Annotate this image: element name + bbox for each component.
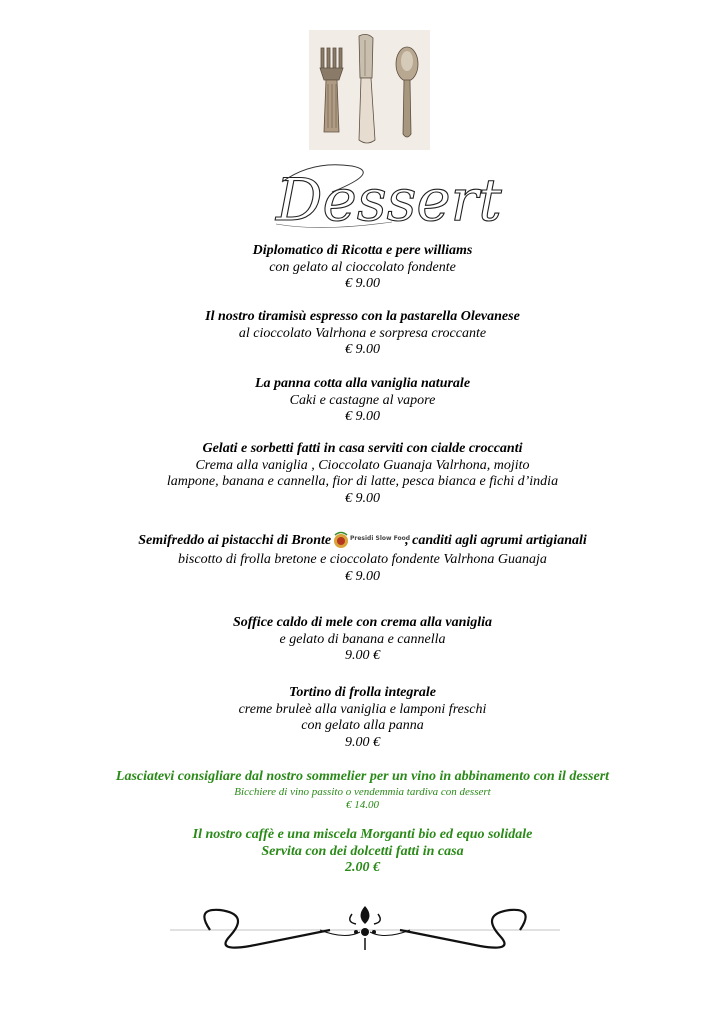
item-name: Tortino di frolla integrale [289, 685, 436, 700]
item-price: € 9.00 [345, 342, 380, 357]
item-desc: e gelato di banana e cannella [279, 631, 446, 647]
menu-item [0, 685, 725, 751]
wine-price: € 14.00 [346, 798, 379, 811]
item-name: Gelati e sorbetti fatti in casa serviti con cialde croccanti [202, 441, 523, 456]
item-desc: Crema alla vaniglia , Cioccolato Guanaja Valrhona, mojito [195, 457, 530, 473]
coffee-line: Il nostro caffè e una miscela Morganti bio ed equo solidale [192, 827, 533, 842]
wine-heading: Lasciatevi consigliare dal nostro sommelier per un vino in abbinamento con il dessert [115, 769, 610, 784]
menu-item [0, 309, 725, 359]
item-price: € 9.00 [345, 490, 380, 506]
item-name: La panna cotta alla vaniglia naturale [254, 376, 471, 391]
coffee-note [0, 827, 725, 877]
item-name: Il nostro tiramisù espresso con la pastarella Olevanese [205, 309, 520, 324]
item-desc: biscotto di frolla bretone e cioccolato fondente Valrhona Guanaja [178, 552, 547, 567]
item-desc: creme bruleè alla vaniglia e lamponi freschi [238, 701, 487, 717]
menu-item [0, 376, 725, 426]
coffee-price: 2.00 € [345, 860, 380, 875]
menu-item [0, 530, 725, 585]
item-name: Diplomatico di Ricotta e pere williams [252, 243, 473, 258]
item-price: € 9.00 [345, 568, 380, 584]
item-desc: con gelato al cioccolato fondente [269, 259, 456, 275]
item-desc: al cioccolato Valrhona e sorpresa croccante [238, 325, 487, 341]
item-name [0, 530, 725, 552]
item-price: € 9.00 [345, 276, 380, 291]
slow-food-label: Presidi Slow Food [350, 535, 411, 542]
cutlery-illustration [309, 30, 430, 150]
wine-suggestion [0, 769, 725, 812]
item-name-part: Semifreddo ai pistacchi di Bronte [138, 533, 332, 549]
menu-item [0, 441, 725, 507]
title-text: Dessert [276, 166, 502, 234]
wine-detail: Bicchiere di vino passito o vendemmia tardiva con dessert [234, 785, 491, 798]
item-price: 9.00 € [345, 734, 380, 750]
item-desc: lampone, banana e cannella, fior di latte, pesca bianca e fichi d’india [166, 474, 559, 489]
coffee-line: Servita con dei dolcetti fatti in casa [261, 843, 464, 859]
slow-food-logo [332, 530, 411, 552]
menu-item [0, 243, 725, 293]
item-price: 9.00 € [345, 648, 380, 663]
menu-item [0, 615, 725, 665]
item-desc: Caki e castagne al vapore [289, 392, 436, 408]
calligraphy-title [272, 152, 502, 234]
item-name-part: , canditi agli agrumi artigianali [405, 533, 587, 549]
item-desc: con gelato alla panna [301, 718, 424, 733]
scroll-flourish [170, 900, 560, 960]
item-name: Soffice caldo di mele con crema alla vaniglia [232, 615, 493, 630]
item-price: € 9.00 [345, 409, 380, 424]
